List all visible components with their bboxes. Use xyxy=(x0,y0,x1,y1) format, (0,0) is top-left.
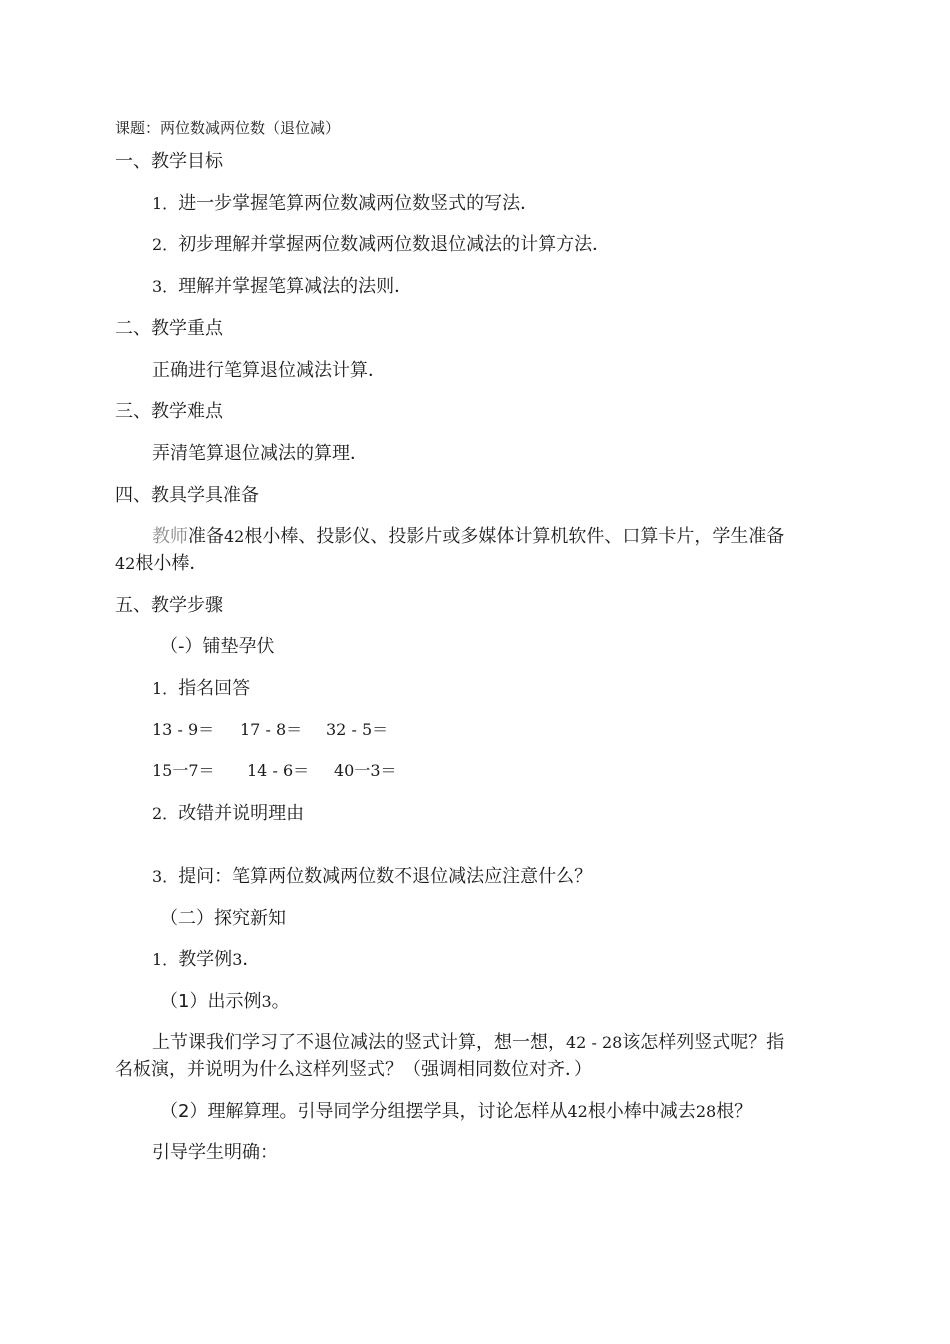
list-text: ． xyxy=(242,949,261,970)
section-heading-key-points: 二、教学重点 xyxy=(115,318,223,339)
lesson-title: 课题：两位数减两位数（退位减） xyxy=(115,119,341,137)
materials-number: 42 xyxy=(115,554,136,573)
equation: 13 - 9＝ xyxy=(152,720,215,739)
equation: 40一3＝ xyxy=(334,761,397,780)
materials-teacher-word: 教师 xyxy=(152,526,188,547)
materials-text: 根小棒、投影仪、投影片或多媒体计算机软件、口算卡片，学生准备 xyxy=(244,526,785,547)
question-2 xyxy=(152,805,304,823)
list-text: 教学例 xyxy=(178,949,233,970)
paragraph-text: 该怎样列竖式呢？指 xyxy=(622,1032,785,1053)
materials-text: 准备 xyxy=(188,526,224,547)
materials-line-1 xyxy=(152,528,784,546)
key-points-text: 正确进行笔算退位减法计算． xyxy=(152,360,386,381)
list-number: 2． xyxy=(152,804,179,823)
list-text: 理解并掌握笔算减法的法则． xyxy=(178,276,413,297)
paragraph-line-1 xyxy=(152,1034,784,1052)
sub-step-number: 42 xyxy=(567,1102,588,1121)
sub-step-text: 根？ xyxy=(716,1101,753,1122)
sub-step-2 xyxy=(160,1103,752,1121)
goal-item-1 xyxy=(152,195,538,213)
example-number: 3 xyxy=(261,992,272,1011)
section-heading-steps: 五、教学步骤 xyxy=(115,595,223,616)
list-number: 1． xyxy=(152,194,179,213)
list-number: 3． xyxy=(152,867,179,886)
sub-step-text: 。 xyxy=(271,991,290,1012)
closing-line: 引导学生明确： xyxy=(152,1142,278,1163)
goal-item-2 xyxy=(152,236,610,254)
example-number: 3 xyxy=(232,950,243,969)
materials-line-2 xyxy=(115,555,207,573)
list-text: 进一步掌握笔算两位数减两位数竖式的写法． xyxy=(178,193,539,214)
difficulties-text: 弄清笔算退位减法的算理． xyxy=(152,443,368,464)
part-2-heading: （二）探究新知 xyxy=(160,908,286,929)
list-number: 2． xyxy=(152,235,179,254)
sub-step-number: 28 xyxy=(695,1102,717,1121)
equation: 14 - 6＝ xyxy=(247,761,310,780)
part-1-heading: （-）铺垫孕伏 xyxy=(160,636,275,657)
sub-step-1 xyxy=(160,993,290,1011)
list-number: 1． xyxy=(152,950,179,969)
paragraph-line-2: 名板演，并说明为什么这样列竖式？（强调相同数位对齐．） xyxy=(115,1059,592,1080)
example-heading xyxy=(152,951,260,969)
goal-item-3 xyxy=(152,278,412,296)
materials-number: 42 xyxy=(224,527,245,546)
list-text: 指名回答 xyxy=(178,678,251,699)
section-heading-materials: 四、教具学具准备 xyxy=(115,485,259,506)
question-3 xyxy=(152,868,592,886)
paragraph-text: 上节课我们学习了不退位减法的竖式计算，想一想， xyxy=(152,1032,566,1053)
equation: 15一7＝ xyxy=(152,761,215,780)
question-1 xyxy=(152,680,250,698)
sub-step-text: （2）理解算理。引导同学分组摆学具，讨论怎样从 xyxy=(160,1101,568,1122)
list-number: 1． xyxy=(152,679,179,698)
paragraph-expression: 42 - 28 xyxy=(566,1033,623,1052)
equation: 32 - 5＝ xyxy=(326,720,389,739)
sub-step-text: 根小棒中减去 xyxy=(587,1101,696,1122)
list-text: 提问：笔算两位数减两位数不退位减法应注意什么？ xyxy=(178,866,593,887)
list-number: 3． xyxy=(152,277,179,296)
list-text: 改错并说明理由 xyxy=(178,803,305,824)
sub-step-text: （1）出示例 xyxy=(160,991,262,1012)
equation: 17 - 8＝ xyxy=(240,720,303,739)
section-heading-goals: 一、教学目标 xyxy=(115,151,223,172)
list-text: 初步理解并掌握两位数减两位数退位减法的计算方法． xyxy=(178,234,611,255)
section-heading-difficulties: 三、教学难点 xyxy=(115,401,223,422)
materials-text: 根小棒． xyxy=(135,553,208,574)
